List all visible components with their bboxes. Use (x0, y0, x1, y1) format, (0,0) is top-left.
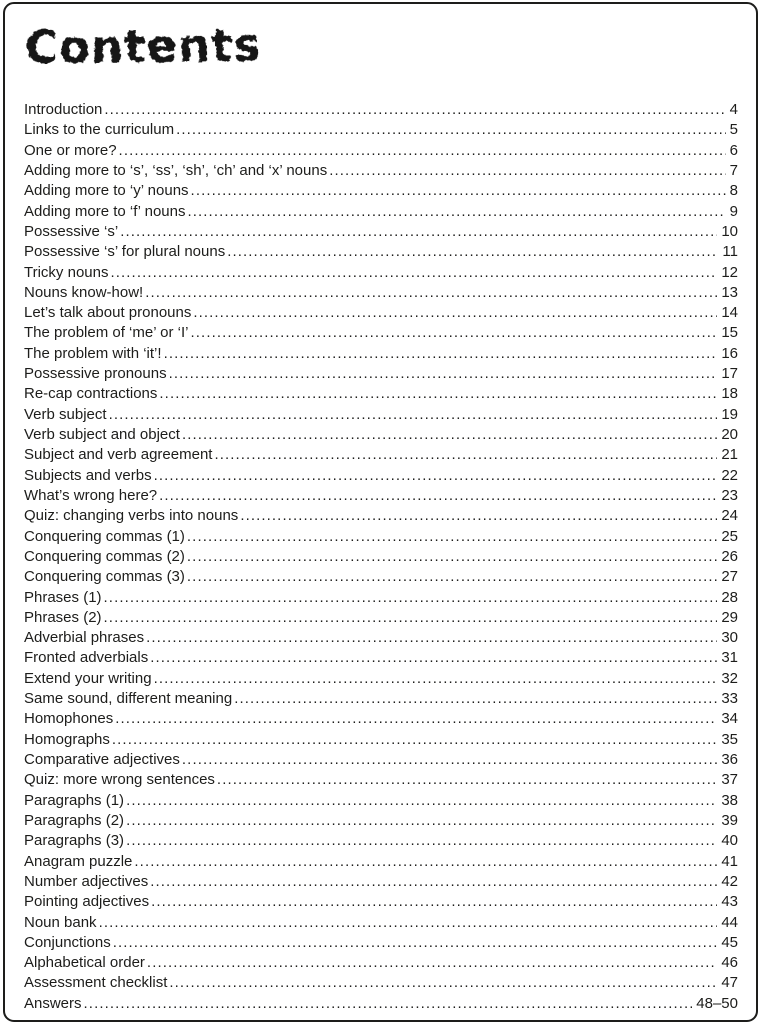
dot-leader (187, 527, 717, 547)
dot-leader (217, 770, 717, 790)
toc-entry (24, 831, 738, 851)
dot-leader (187, 202, 725, 222)
toc-entry-label: Tricky nouns (24, 263, 109, 281)
dot-leader (99, 913, 718, 933)
toc-entry-page: 47 (721, 974, 738, 992)
dot-leader (214, 445, 717, 465)
toc-entry-page: 9 (729, 202, 738, 220)
dot-leader (191, 323, 718, 343)
toc-entry (24, 263, 738, 283)
toc-entry (24, 323, 738, 343)
toc-entry-label: Conquering commas (1) (24, 527, 185, 545)
toc-entry (24, 933, 738, 953)
toc-entry (24, 994, 738, 1014)
toc-entry-label: Comparative adjectives (24, 751, 180, 768)
toc-entry-label: Links to the curriculum (24, 121, 175, 139)
toc-entry-page: 14 (721, 304, 738, 322)
toc-entry-page: 17 (721, 365, 738, 383)
toc-entry-page: 25 (721, 527, 738, 545)
toc-entry (24, 628, 738, 648)
toc-entry (24, 141, 738, 161)
toc-entry-page: 27 (721, 568, 738, 586)
toc-entry-page: 18 (721, 385, 738, 403)
toc-entry-page: 30 (721, 629, 738, 647)
dot-leader (146, 628, 717, 648)
toc-entry-label: Noun bank (24, 913, 97, 931)
toc-entry-page: 32 (721, 669, 738, 687)
toc-entry (24, 486, 738, 506)
toc-entry-page: 37 (721, 771, 738, 789)
dot-leader (182, 425, 717, 445)
toc-entry-page: 21 (721, 446, 738, 464)
toc-entry-label: Pointing adjectives (24, 893, 150, 911)
toc-entry-page: 33 (721, 690, 738, 708)
toc-entry-label: Paragraphs (2) (24, 811, 125, 829)
dot-leader (176, 120, 726, 140)
dot-leader (169, 973, 717, 993)
toc-entry (24, 689, 738, 709)
dot-leader (329, 161, 725, 181)
toc-entry (24, 527, 738, 547)
toc-entry-page: 28 (721, 588, 738, 606)
toc-entry (24, 181, 738, 201)
toc-entry-page: 20 (721, 426, 738, 443)
toc-entry-page: 8 (729, 182, 738, 200)
toc-list (24, 100, 738, 1014)
toc-entry (24, 648, 738, 668)
dot-leader (234, 689, 717, 709)
toc-entry (24, 161, 738, 181)
toc-entry-page: 7 (729, 161, 738, 179)
dot-leader (109, 405, 718, 425)
toc-entry-label: Verb subject (24, 405, 107, 423)
toc-entry (24, 872, 738, 892)
toc-entry-page: 6 (729, 141, 738, 159)
toc-entry-label: Paragraphs (1) (24, 791, 125, 809)
toc-entry-page: 23 (721, 486, 738, 504)
toc-entry-label: Nouns know-how! (24, 283, 144, 301)
toc-entry-label: Homographs (24, 730, 110, 748)
toc-entry-page: 46 (721, 954, 738, 972)
toc-entry-label: Possessive ‘s’ (24, 222, 119, 240)
dot-leader (115, 709, 717, 729)
toc-entry-label: Adverbial phrases (24, 629, 145, 647)
toc-entry (24, 506, 738, 526)
toc-entry-page: 29 (721, 608, 738, 626)
toc-entry-page: 39 (721, 811, 738, 829)
toc-entry (24, 973, 738, 993)
toc-entry-label: Fronted adverbials (24, 649, 149, 667)
toc-entry (24, 730, 738, 750)
dot-leader (191, 181, 726, 201)
toc-entry (24, 547, 738, 567)
toc-entry-label: Possessive ‘s’ for plural nouns (24, 243, 226, 261)
toc-entry-label: Let’s talk about pronouns (24, 304, 192, 322)
dot-leader (159, 384, 717, 404)
dot-leader (159, 486, 717, 506)
dot-leader (154, 669, 718, 689)
toc-entry (24, 242, 738, 262)
toc-entry (24, 770, 738, 790)
toc-entry (24, 222, 738, 242)
toc-entry-page: 15 (721, 324, 738, 342)
dot-leader (104, 588, 718, 608)
dot-leader (227, 242, 718, 262)
dot-leader (145, 283, 717, 303)
dot-leader (154, 466, 718, 486)
dot-leader (134, 852, 717, 872)
toc-entry-page: 26 (721, 547, 738, 565)
toc-entry-label: One or more? (24, 141, 117, 159)
toc-entry-page: 35 (721, 730, 738, 748)
toc-entry-label: What’s wrong here? (24, 486, 158, 504)
toc-entry (24, 750, 738, 770)
toc-entry-label: Conquering commas (2) (24, 547, 185, 565)
toc-entry (24, 709, 738, 729)
toc-entry-label: Adding more to ‘s’, ‘ss’, ‘sh’, ‘ch’ and ‘x’ nouns (24, 161, 328, 179)
dot-leader (113, 933, 718, 953)
toc-entry-label: Quiz: changing verbs into nouns (24, 507, 239, 525)
dot-leader (112, 730, 717, 750)
toc-entry (24, 405, 738, 425)
toc-entry-label: Homophones (24, 710, 114, 728)
toc-entry-page: 16 (721, 344, 738, 362)
toc-entry-page: 36 (721, 751, 738, 768)
dot-leader (126, 831, 717, 851)
toc-entry-page: 5 (729, 121, 738, 139)
toc-entry (24, 283, 738, 303)
toc-entry-page: 31 (721, 649, 738, 667)
toc-entry-page: 45 (721, 933, 738, 951)
toc-entry-label: Subjects and verbs (24, 466, 152, 484)
toc-entry-page: 13 (721, 283, 738, 301)
toc-entry-page: 44 (721, 913, 738, 931)
dot-leader (84, 994, 693, 1014)
dot-leader (187, 567, 717, 587)
toc-entry (24, 425, 738, 445)
toc-entry-label: Verb subject and object (24, 426, 180, 443)
toc-entry-label: Extend your writing (24, 669, 152, 687)
toc-entry-label: Quiz: more wrong sentences (24, 771, 215, 789)
toc-entry-label: Phrases (1) (24, 588, 102, 606)
toc-entry-label: Introduction (24, 101, 103, 118)
toc-entry (24, 913, 738, 933)
toc-entry-page: 10 (721, 222, 738, 240)
toc-entry-label: Adding more to ‘f’ nouns (24, 202, 186, 220)
dot-leader (187, 547, 717, 567)
toc-entry (24, 953, 738, 973)
toc-entry-page: 48–50 (696, 994, 738, 1012)
toc-entry-page: 19 (721, 405, 738, 423)
toc-entry-page: 22 (721, 466, 738, 484)
toc-entry-page: 34 (721, 710, 738, 728)
dot-leader (150, 648, 717, 668)
dot-leader (193, 303, 717, 323)
toc-entry-page: 40 (721, 832, 738, 850)
toc-entry-page: 43 (721, 893, 738, 911)
toc-entry-label: Same sound, different meaning (24, 690, 233, 708)
toc-entry-label: Assessment checklist (24, 974, 168, 992)
toc-entry-label: Conquering commas (3) (24, 568, 185, 586)
toc-entry (24, 384, 738, 404)
dot-leader (240, 506, 717, 526)
dot-leader (104, 100, 725, 120)
dot-leader (120, 222, 717, 242)
toc-entry (24, 303, 738, 323)
toc-entry (24, 344, 738, 364)
toc-entry (24, 120, 738, 140)
dot-leader (104, 608, 718, 628)
toc-entry (24, 608, 738, 628)
dot-leader (150, 872, 717, 892)
toc-entry-label: Paragraphs (3) (24, 832, 125, 850)
toc-entry (24, 445, 738, 465)
toc-entry (24, 852, 738, 872)
dot-leader (151, 892, 717, 912)
toc-entry-label: Phrases (2) (24, 608, 102, 626)
toc-entry (24, 892, 738, 912)
toc-entry-page: 42 (721, 872, 738, 890)
dot-leader (110, 263, 717, 283)
dot-leader (126, 791, 717, 811)
toc-entry-label: Subject and verb agreement (24, 446, 213, 464)
toc-entry-page: 12 (721, 263, 738, 281)
dot-leader (164, 344, 718, 364)
toc-entry (24, 669, 738, 689)
toc-entry (24, 364, 738, 384)
toc-entry-label: Conjunctions (24, 933, 111, 951)
dot-leader (169, 364, 718, 384)
dot-leader (126, 811, 717, 831)
toc-entry-page: 41 (721, 852, 738, 870)
toc-entry (24, 791, 738, 811)
dot-leader (182, 750, 717, 770)
toc-entry-page: 4 (729, 101, 738, 118)
dot-leader (119, 141, 726, 161)
toc-entry-label: Adding more to ‘y’ nouns (24, 182, 189, 200)
toc-entry (24, 567, 738, 587)
toc-entry (24, 588, 738, 608)
toc-entry-page: 38 (721, 791, 738, 809)
toc-entry (24, 100, 738, 120)
toc-entry-page: 24 (721, 507, 738, 525)
toc-entry (24, 811, 738, 831)
toc-entry-page: 11 (722, 243, 738, 261)
dot-leader (147, 953, 717, 973)
toc-entry-label: Anagram puzzle (24, 852, 133, 870)
toc-entry-label: The problem with ‘it’! (24, 344, 162, 362)
toc-entry (24, 466, 738, 486)
toc-entry-label: Answers (24, 994, 82, 1012)
toc-entry (24, 202, 738, 222)
toc-entry-label: Possessive pronouns (24, 365, 167, 383)
toc-entry-label: Alphabetical order (24, 954, 145, 972)
toc-entry-label: The problem of ‘me’ or ‘I’ (24, 324, 189, 342)
page-title: Contents (24, 18, 262, 75)
toc-entry-label: Re-cap contractions (24, 385, 158, 403)
toc-entry-label: Number adjectives (24, 872, 149, 890)
